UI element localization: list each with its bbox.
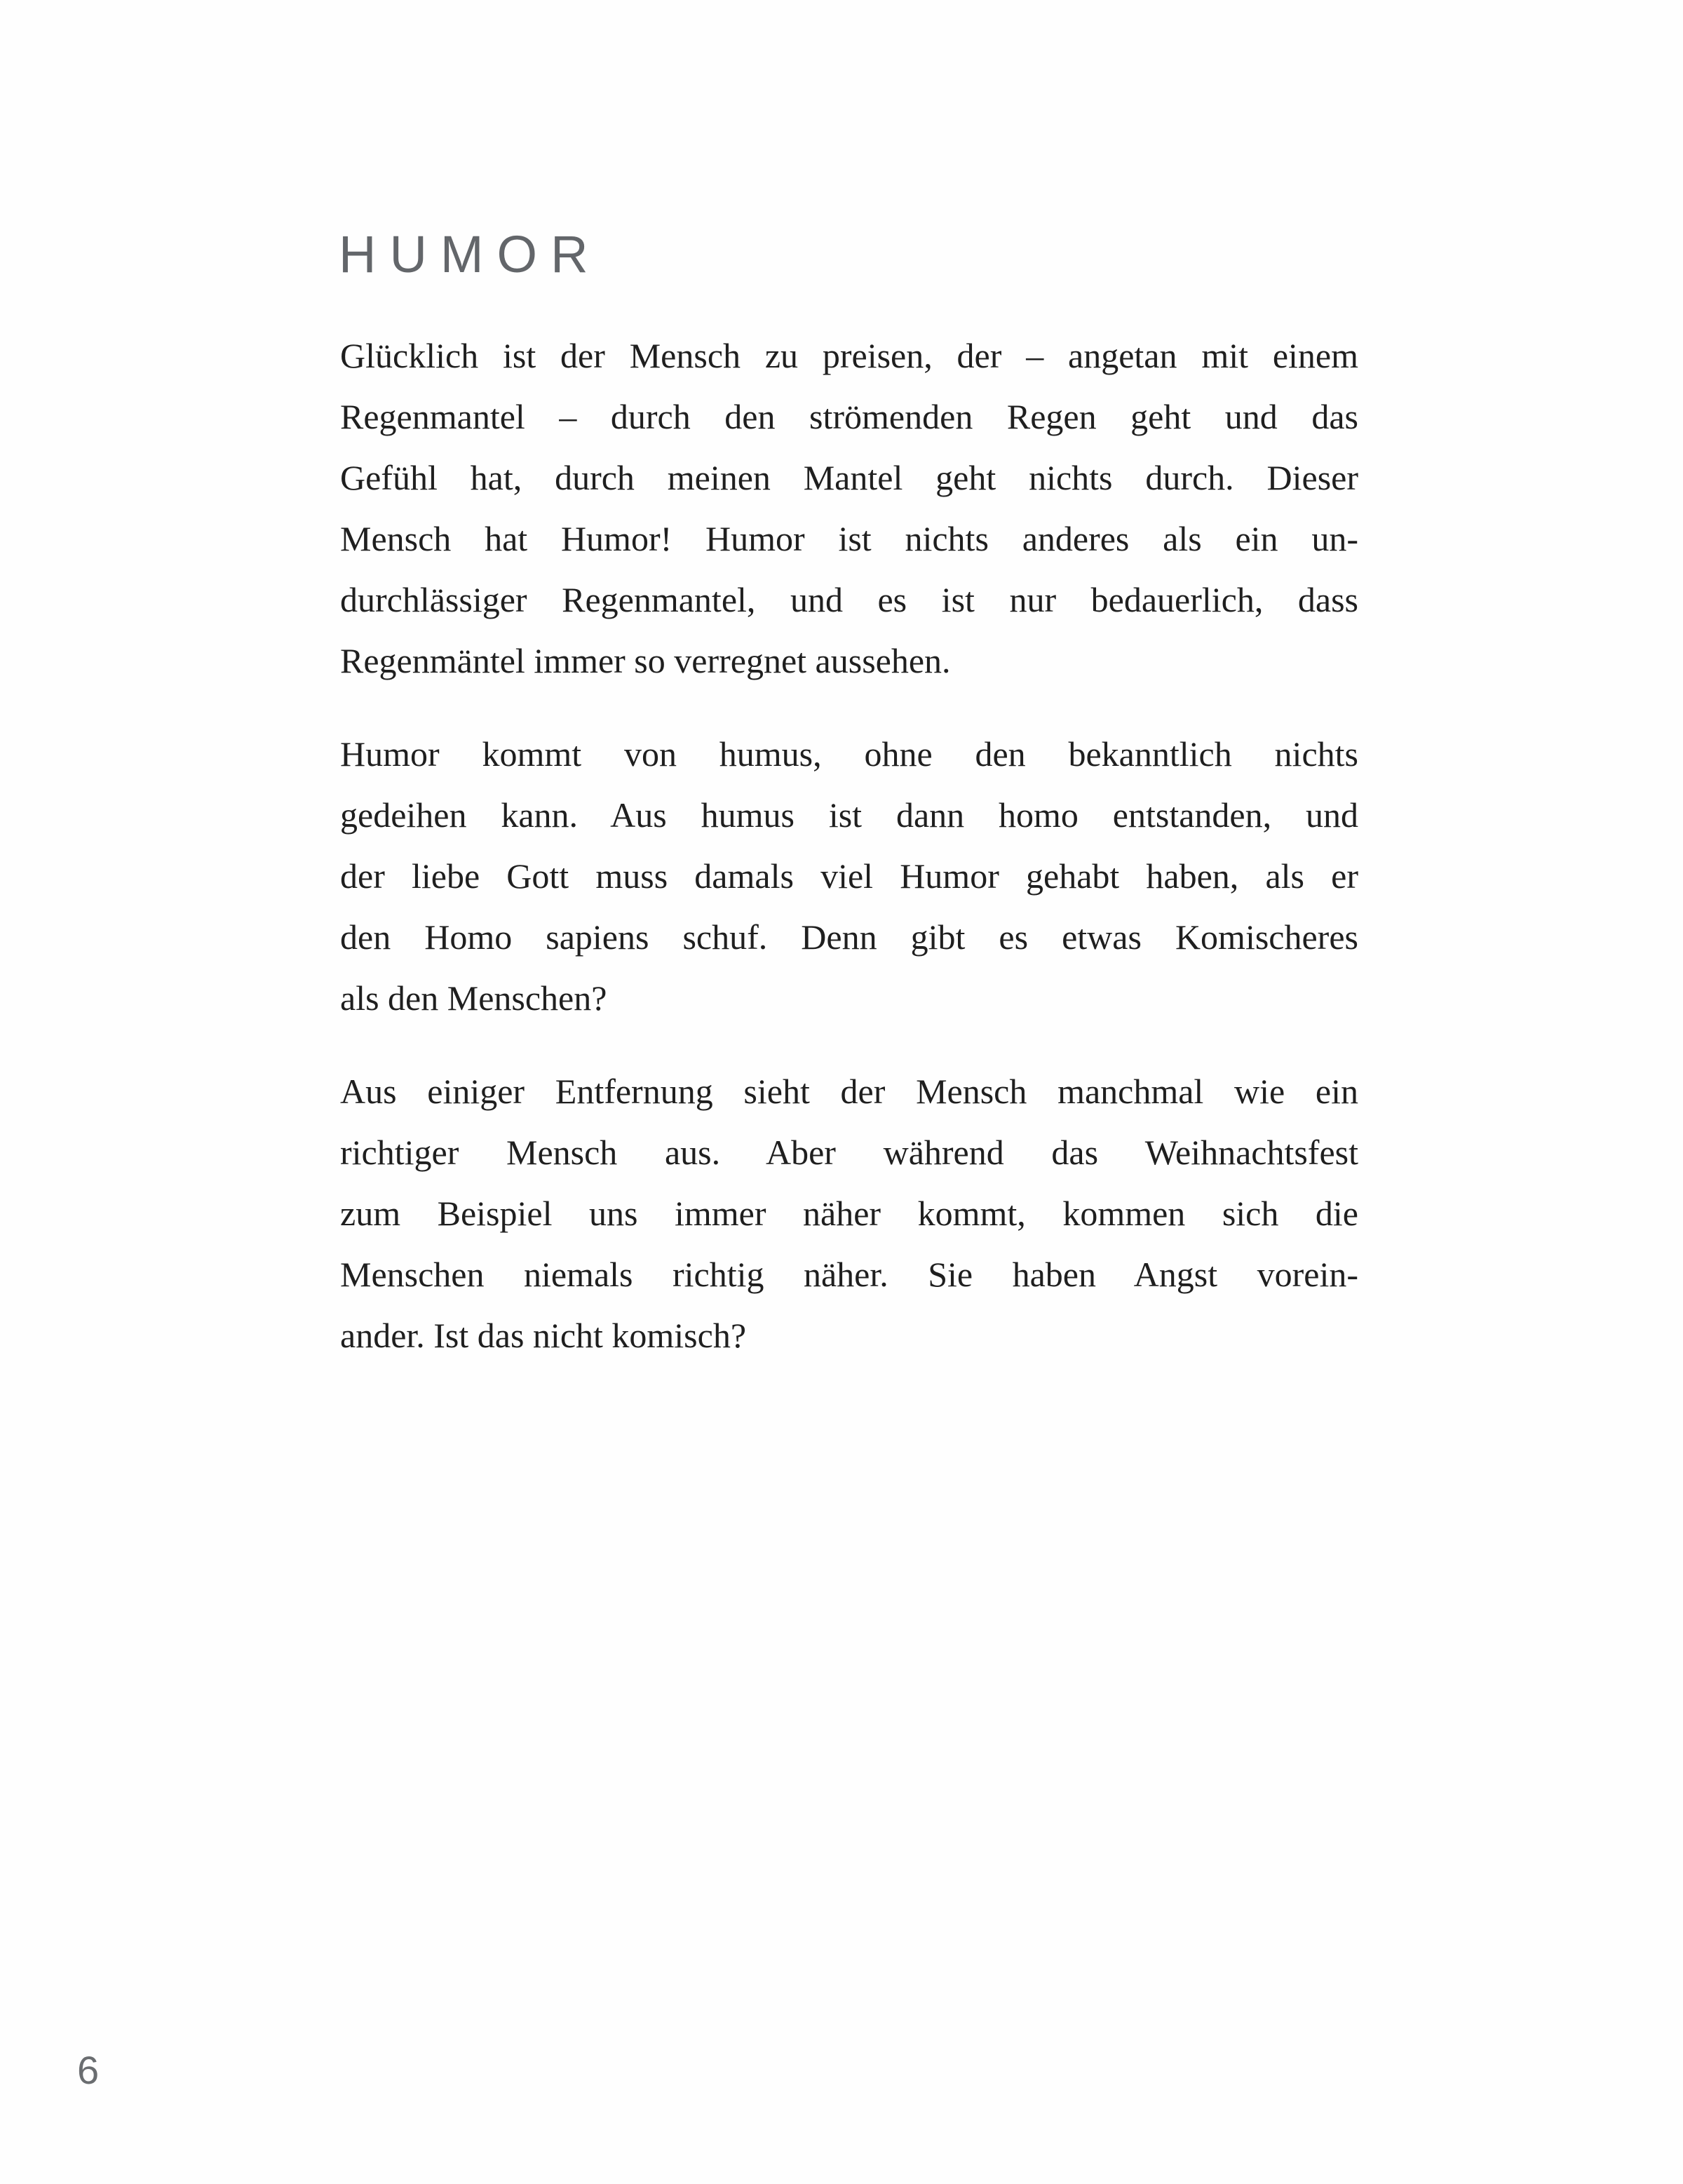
text-line: Glücklich ist der Mensch zu preisen, der – angetan mit einem [340, 336, 1358, 375]
body-text [340, 325, 1358, 1398]
text-line: als den Menschen? [340, 978, 607, 1018]
text-line: Humor kommt von humus, ohne den bekanntlich nichts [340, 734, 1358, 774]
text-line: Regenmantel – durch den strömenden Regen geht und das [340, 397, 1358, 436]
text-line: Regenmäntel immer so verregnet aussehen. [340, 641, 951, 680]
text-line: Menschen niemals richtig näher. Sie haben Angst vorein- [340, 1255, 1358, 1294]
text-line: durchlässiger Regenmantel, und es ist nur bedauerlich, dass [340, 580, 1358, 619]
text-line: Gefühl hat, durch meinen Mantel geht nichts durch. Dieser [340, 458, 1358, 497]
text-line: richtiger Mensch aus. Aber während das Weihnachtsfest [340, 1133, 1358, 1172]
text-line: ander. Ist das nicht komisch? [340, 1316, 747, 1355]
text-line: der liebe Gott muss damals viel Humor gehabt haben, als er [340, 856, 1358, 896]
paragraph [340, 325, 1358, 692]
paragraph [340, 1061, 1358, 1366]
page-title: HUMOR [339, 224, 602, 283]
text-line: gedeihen kann. Aus humus ist dann homo entstanden, und [340, 795, 1358, 835]
text-line: Mensch hat Humor! Humor ist nichts anderes als ein un- [340, 519, 1358, 558]
page-number: 6 [77, 2048, 100, 2092]
text-line: Aus einiger Entfernung sieht der Mensch manchmal wie ein [340, 1072, 1358, 1111]
text-line: zum Beispiel uns immer näher kommt, kommen sich die [340, 1194, 1358, 1233]
paragraph [340, 724, 1358, 1029]
text-line: den Homo sapiens schuf. Denn gibt es etwas Komischeres [340, 917, 1358, 957]
